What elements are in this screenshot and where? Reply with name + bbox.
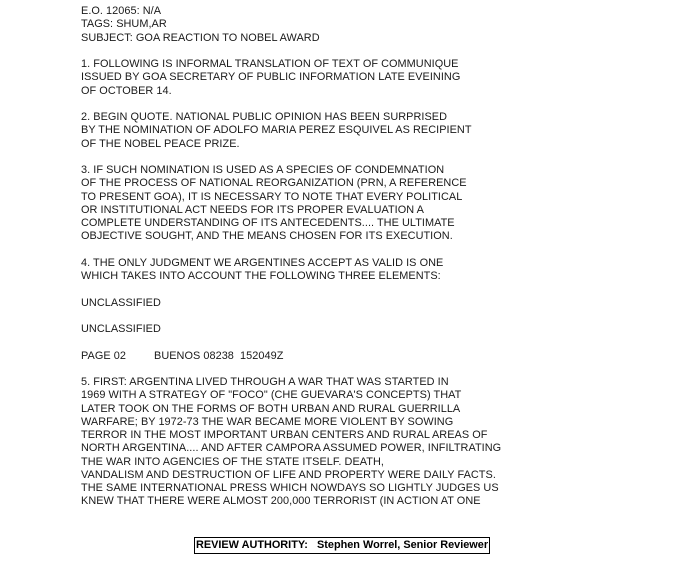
paragraph-line: WHICH TAKES INTO ACCOUNT THE FOLLOWING THREE ELEMENTS:	[81, 270, 441, 282]
paragraph-line: 3. IF SUCH NOMINATION IS USED AS A SPECIES OF CONDEMNATION	[81, 164, 445, 176]
cable-header	[81, 5, 681, 45]
paragraph-line: COMPLETE UNDERSTANDING OF ITS ANTECEDENTS.... THE ULTIMATE	[81, 217, 455, 229]
paragraph-line: OF THE PROCESS OF NATIONAL REORGANIZATION (PRN, A REFERENCE	[81, 177, 467, 190]
paragraph-line: NORTH ARGENTINA.... AND AFTER CAMPORA ASSUMED POWER, INFILTRATING	[81, 442, 502, 455]
cable-reference: BUENOS 08238 152049Z	[154, 349, 284, 362]
paragraph-line: VANDALISM AND DESTRUCTION OF LIFE AND PROPERTY WERE DAILY FACTS.	[81, 468, 496, 481]
classification-text: UNCLASSIFIED	[81, 323, 161, 335]
paragraph-line: 1. FOLLOWING IS INFORMAL TRANSLATION OF TEXT OF COMMUNIQUE	[81, 58, 459, 70]
page-number: PAGE 02	[81, 349, 126, 362]
tags-line: TAGS: SHUM,AR	[81, 18, 167, 31]
review-authority-box: REVIEW AUTHORITY: Stephen Worrel, Senior Reviewer	[194, 537, 490, 554]
paragraph-3	[81, 164, 681, 244]
paragraph-line: OBJECTIVE SOUGHT, AND THE MEANS CHOSEN FOR ITS EXECUTION.	[81, 230, 453, 243]
paragraph-2	[81, 111, 681, 151]
paragraph-5	[81, 376, 681, 509]
page-reference-line	[81, 350, 681, 363]
paragraph-line: LATER TOOK ON THE FORMS OF BOTH URBAN AND RURAL GUERRILLA	[81, 402, 461, 415]
paragraph-line: KNEW THAT THERE WERE ALMOST 200,000 TERRORIST (IN ACTION AT ONE	[81, 495, 481, 508]
paragraph-line: TO PRESENT GOA), IT IS NECESSARY TO NOTE THAT EVERY POLITICAL	[81, 190, 463, 203]
eo-line: E.O. 12065: N/A	[81, 5, 162, 17]
paragraph-line: 4. THE ONLY JUDGMENT WE ARGENTINES ACCEPT AS VALID IS ONE	[81, 256, 444, 269]
paragraph-line: OF OCTOBER 14.	[81, 84, 172, 97]
cable-document	[81, 5, 681, 522]
paragraph-4	[81, 257, 681, 284]
paragraph-line: OF THE NOBEL PEACE PRIZE.	[81, 137, 240, 150]
paragraph-line: THE WAR INTO AGENCIES OF THE STATE ITSELF. DEATH,	[81, 455, 384, 468]
classification-text: UNCLASSIFIED	[81, 296, 161, 309]
paragraph-line: 1969 WITH A STRATEGY OF "FOCO" (CHE GUEVARA'S CONCEPTS) THAT	[81, 389, 462, 402]
paragraph-line: BY THE NOMINATION OF ADOLFO MARIA PEREZ ESQUIVEL AS RECIPIENT	[81, 124, 472, 137]
paragraph-line: OR INSTITUTIONAL ACT NEEDS FOR ITS PROPER EVALUATION A	[81, 203, 424, 216]
paragraph-line: 2. BEGIN QUOTE. NATIONAL PUBLIC OPINION HAS BEEN SURPRISED	[81, 111, 447, 123]
paragraph-line: THE SAME INTERNATIONAL PRESS WHICH NOWDAYS SO LIGHTLY JUDGES US	[81, 482, 499, 494]
classification-marking-top	[81, 323, 681, 336]
paragraph-line: WARFARE; BY 1972-73 THE WAR BECAME MORE VIOLENT BY SOWING	[81, 415, 454, 428]
subject-line: SUBJECT: GOA REACTION TO NOBEL AWARD	[81, 31, 320, 44]
classification-marking-bottom	[81, 297, 681, 310]
paragraph-1	[81, 58, 681, 98]
paragraph-line: ISSUED BY GOA SECRETARY OF PUBLIC INFORMATION LATE EVEINING	[81, 71, 461, 84]
paragraph-line: TERROR IN THE MOST IMPORTANT URBAN CENTERS AND RURAL AREAS OF	[81, 429, 488, 441]
paragraph-line: 5. FIRST: ARGENTINA LIVED THROUGH A WAR THAT WAS STARTED IN	[81, 376, 449, 388]
